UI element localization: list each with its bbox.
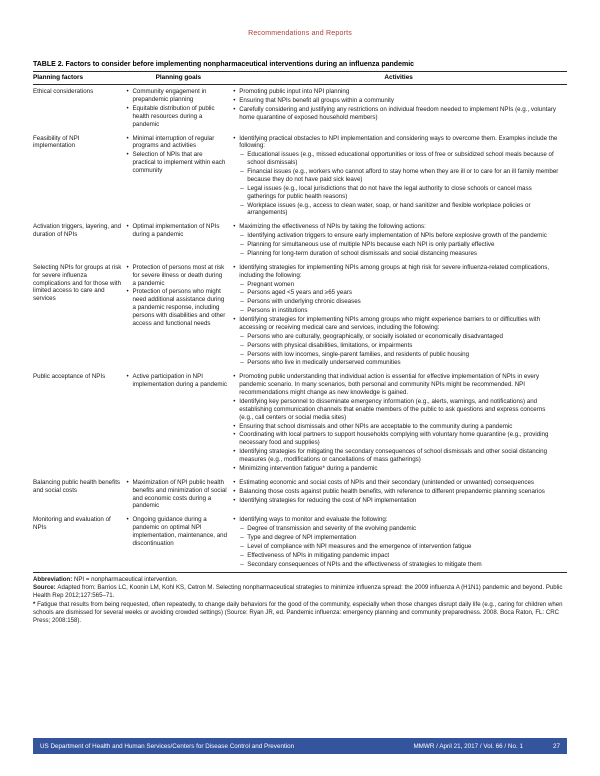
activity-item (233, 97, 561, 105)
bullet-marker: • (233, 422, 236, 430)
bullet-marker: • (126, 288, 129, 296)
activity-subitem-text: Financial issues (e.g., workers who cannot afford to stay home when they are ill or to care for an ill family member because they do not have paid sick leave) (247, 168, 559, 183)
goal-item (126, 151, 227, 175)
planning-goals-cell (126, 261, 233, 371)
activity-subitem-text: Persons who are culturally, geographically, or socially isolated or economically disadvantaged (247, 332, 503, 340)
activity-subitem (240, 552, 561, 560)
bullet-marker: • (233, 478, 236, 486)
activity-subitem (240, 333, 561, 341)
activity-subitem (240, 202, 561, 218)
activity-item (233, 423, 561, 431)
activity-item-text: Identifying key personnel to disseminate emergency information (e.g., alerts, warnings, and notifications) and establishing communication channels that enable members of the public to ask questions and express concerns (e.g., call centers or social media sites) (239, 397, 546, 421)
planning-goals-cell (126, 513, 233, 572)
goal-item (126, 88, 227, 104)
planning-goals-cell (126, 370, 233, 476)
dash-marker: – (240, 168, 244, 175)
activity-subitem (240, 241, 561, 249)
dash-marker: – (240, 341, 244, 349)
npi-table (33, 71, 567, 573)
dash-marker: – (240, 560, 244, 568)
activity-item (233, 516, 561, 524)
activity-item-text: Ensuring that school dismissals and other NPIs are acceptable to the community during a pandemic (239, 422, 513, 430)
footer-bar (33, 738, 567, 754)
goal-item-text: Ongoing guidance during a pandemic on optimal NPI implementation, maintenance, and discontinuation (132, 516, 228, 547)
activity-subitem (240, 232, 561, 240)
activities-cell (233, 370, 567, 476)
dash-marker: – (240, 280, 244, 288)
table-row (33, 370, 567, 476)
goal-item-text: Protection of persons who might need additional assistance during a pandemic response, including persons with disabilities and other access and functional needs (132, 288, 226, 327)
activity-item (233, 223, 561, 231)
activity-subitem-text: Persons with physical disabilities, limitations, or impairments (247, 341, 413, 349)
goal-item-text: Optimal implementation of NPIs during a pandemic (132, 223, 220, 239)
footnotes (33, 576, 567, 626)
activity-item (233, 373, 561, 397)
activities-cell (233, 85, 567, 132)
planning-goals-cell (126, 476, 233, 514)
activity-subitem-text: Educational issues (e.g., missed educational opportunities or loss of free or subsidized school meals because of school dismissals) (247, 151, 554, 167)
activities-cell (233, 513, 567, 572)
activity-subitem (240, 307, 561, 315)
activity-subitem (240, 298, 561, 306)
activity-item-text: Minimizing intervention fatigue* during a pandemic (239, 464, 378, 472)
goal-item (126, 516, 227, 548)
activity-item (233, 316, 561, 332)
dash-marker: – (240, 232, 244, 240)
activity-item (233, 264, 561, 280)
activity-subitem (240, 151, 561, 167)
col-header-planning-factors: Planning factors (33, 72, 126, 85)
activity-subitem-text: Identifying activation triggers to ensure early implementation of NPIs before explosive growth of the pandemic (247, 232, 547, 240)
dash-marker: – (240, 525, 244, 533)
bullet-marker: • (233, 487, 236, 495)
planning-factor-cell: Feasibility of NPI implementation (33, 134, 80, 150)
bullet-marker: • (126, 88, 129, 96)
activity-subitem (240, 359, 561, 367)
bullet-marker: • (233, 431, 236, 439)
col-header-activities: Activities (233, 72, 567, 85)
goal-item-text: Selection of NPIs that are practical to implement within each community (132, 151, 226, 174)
bullet-marker: • (233, 223, 236, 231)
goal-item-text: Active participation in NPI implementation during a pandemic (132, 373, 228, 389)
planning-goals-cell (126, 220, 233, 261)
table-row (33, 220, 567, 261)
activity-item (233, 135, 561, 151)
planning-factor-cell: Ethical considerations (33, 88, 94, 96)
dash-marker: – (240, 249, 244, 257)
activity-subitem (240, 289, 561, 297)
activities-cell (233, 220, 567, 261)
activity-subitem-text: Secondary consequences of NPIs and the effectiveness of strategies to mitigate them (247, 560, 482, 568)
dash-marker: – (240, 350, 244, 358)
activity-item (233, 488, 561, 496)
activities-cell (233, 132, 567, 221)
planning-factor-cell: Monitoring and evaluation of NPIs (33, 516, 111, 532)
activity-item-text: Carefully considering and justifying any restrictions on individual freedom needed to implement NPIs (e.g., voluntary home quarantine of exposed household members) (239, 105, 556, 121)
activity-item-text: Identifying practical obstacles to NPI implementation and considering ways to overcome them. Examples include the following: (239, 134, 558, 150)
planning-factor-cell: Selecting NPIs for groups at risk for severe influenza complications and for those with limited access to care and services (33, 263, 122, 303)
activity-subitem-text: Persons with underlying chronic diseases (247, 298, 361, 306)
activity-subitem-text: Workplace issues (e.g., access to clean water, soap, or hand sanitizer and flexible workplace policies or arrangements) (247, 201, 531, 217)
running-head: Recommendations and Reports (248, 30, 352, 37)
activity-item (233, 88, 561, 96)
activity-subitem-text: Type and degree of NPI implementation (247, 534, 357, 541)
bullet-marker: • (126, 478, 129, 486)
table-body (33, 85, 567, 572)
footnote-label: Source: (33, 584, 58, 592)
dash-marker: – (240, 332, 244, 340)
activity-subitem-text: Planning for long-term duration of school dismissals and social distancing measures (247, 249, 477, 257)
bullet-marker: • (126, 134, 129, 142)
activity-subitem (240, 525, 561, 533)
table-row (33, 261, 567, 371)
activity-item (233, 431, 561, 447)
activity-item (233, 448, 561, 464)
bullet-marker: • (233, 373, 236, 381)
activity-item-text: Estimating economic and social costs of NPIs and their secondary (unintended or unwanted) consequences (239, 478, 534, 486)
dash-marker: – (240, 307, 244, 315)
goal-item-text: Protection of persons most at risk for severe illness or death during a pandemic (132, 263, 225, 287)
planning-factor-cell: Activation triggers, layering, and duration of NPIs (33, 223, 122, 239)
footnote-text: Fatigue that results from being requested, often repeatedly, to change daily behaviors for the good of the community, especially when those changes disrupt daily life (e.g., caring for children when schools are dismissed for several weeks or avoiding crowded settings) (Source: Ryan JR, ed. Pandemic influenza: emergency planning and community preparedness. 2008. Boca Raton, FL: CRC Press; 2008:158). (33, 601, 563, 625)
dash-marker: – (240, 201, 244, 209)
footnote-text: Adapted from: Barrios LC, Koonin LM, Kohl KS, Cetron M. Selecting nonpharmaceutical strategies to minimize influenza spread: the 2009 influenza A (H1N1) pandemic and beyond. Public Health Rep 2012;127:565–71. (33, 584, 563, 600)
activities-cell (233, 476, 567, 514)
activity-item (233, 497, 561, 505)
dash-marker: – (240, 542, 244, 550)
dash-marker: – (240, 289, 244, 297)
bullet-marker: • (233, 464, 236, 472)
activity-subitem (240, 250, 561, 258)
footnote-label: Abbreviation: (33, 575, 74, 583)
bullet-marker: • (233, 496, 236, 504)
goal-item (126, 264, 227, 288)
table-row (33, 513, 567, 572)
planning-factor-cell: Balancing public health benefits and social costs (33, 478, 121, 494)
dash-marker: – (240, 151, 244, 159)
footer-page-number: 27 (552, 742, 560, 750)
activity-item-text: Identifying ways to monitor and evaluate the following: (239, 516, 388, 524)
bullet-marker: • (233, 263, 236, 271)
goal-item (126, 223, 227, 239)
bullet-marker: • (126, 223, 129, 231)
col-header-planning-goals: Planning goals (126, 72, 233, 85)
goal-item (126, 373, 227, 389)
goal-item (126, 105, 227, 129)
footnote (33, 584, 567, 600)
activity-subitem-text: Level of compliance with NPI measures and the emergence of intervention fatigue (247, 542, 472, 550)
table-header-row (33, 72, 567, 85)
planning-goals-cell (126, 85, 233, 132)
activity-item-text: Balancing those costs against public health benefits, with reference to different prepandemic planning scenarios (239, 487, 545, 495)
activity-subitem (240, 534, 561, 542)
activity-subitem (240, 168, 561, 184)
activity-subitem (240, 351, 561, 359)
activity-subitem (240, 185, 561, 201)
dash-marker: – (240, 359, 244, 367)
activity-subitem-text: Legal issues (e.g., local jurisdictions that do not have the legal authority to close schools or cancel mass gatherings for public health reasons) (247, 184, 532, 200)
activity-item (233, 398, 561, 422)
activity-item-text: Promoting public input into NPI planning (239, 88, 350, 96)
footnote (33, 576, 567, 584)
dash-marker: – (240, 534, 244, 541)
goal-item-text: Maximization of NPI public health benefits and minimization of social and economic costs during a pandemic (132, 478, 227, 510)
planning-factor-cell: Public acceptance of NPIs (33, 373, 106, 381)
bullet-marker: • (233, 397, 236, 405)
activity-subitem-text: Pregnant women (247, 280, 295, 288)
activity-subitem-text: Degree of transmission and severity of the evolving pandemic (247, 525, 417, 533)
footnote-label: * (33, 601, 38, 609)
goal-item-text: Community engagement in prepandemic planning (132, 88, 207, 103)
activity-subitem-text: Persons with low incomes, single-parent families, and residents of public housing (247, 350, 470, 358)
activity-subitem (240, 281, 561, 289)
bullet-marker: • (126, 151, 129, 159)
dash-marker: – (240, 551, 244, 559)
dash-marker: – (240, 298, 244, 306)
bullet-marker: • (233, 105, 236, 113)
goal-item-text: Equitable distribution of public health resources during a pandemic (132, 104, 215, 128)
footnote-text: NPI = nonpharmaceutical intervention. (73, 575, 178, 583)
bullet-marker: • (126, 373, 129, 381)
goal-item-text: Minimal interruption of regular programs and activities (132, 134, 215, 150)
activity-subitem-text: Persons in institutions (247, 307, 308, 315)
goal-item (126, 288, 227, 327)
bullet-marker: • (233, 134, 236, 142)
activity-item-text: Identifying strategies for implementing NPIs among groups at high risk for severe influenza-related complications, including the following: (239, 263, 550, 279)
table-row (33, 85, 567, 132)
activities-cell (233, 261, 567, 371)
bullet-marker: • (233, 88, 236, 96)
bullet-marker: • (126, 263, 129, 271)
table-row (33, 132, 567, 221)
activity-subitem-text: Persons aged <5 years and ≥65 years (247, 289, 352, 297)
bullet-marker: • (126, 516, 129, 524)
activity-subitem (240, 561, 561, 569)
activity-item-text: Identifying strategies for mitigating the secondary consequences of school dismissals and other social distancing measures (e.g., modifications or cancellations of mass gatherings) (239, 448, 548, 463)
footnote (33, 601, 567, 625)
table-row (33, 476, 567, 514)
activity-subitem-text: Persons who live in medically underserved communities (247, 359, 401, 367)
table-title: TABLE 2. Factors to consider before implementing nonpharmaceutical interventions during an influenza pandemic (33, 61, 415, 68)
activity-item-text: Maximizing the effectiveness of NPIs by taking the following actions: (239, 223, 426, 231)
bullet-marker: • (126, 104, 129, 112)
page-content (0, 30, 600, 625)
activity-item (233, 106, 561, 122)
activity-item-text: Ensuring that NPIs benefit all groups within a community (239, 97, 394, 104)
activity-subitem-text: Effectiveness of NPIs in mitigating pandemic impact (247, 551, 390, 559)
bullet-marker: • (233, 448, 236, 456)
footer-journal-info: MMWR / April 21, 2017 / Vol. 66 / No. 1 (413, 742, 523, 750)
goal-item (126, 479, 227, 511)
activity-subitem (240, 342, 561, 350)
dash-marker: – (240, 241, 244, 248)
activity-item-text: Identifying strategies for reducing the cost of NPI implementation (239, 496, 417, 504)
bullet-marker: • (233, 516, 236, 524)
activity-subitem (240, 543, 561, 551)
bullet-marker: • (233, 316, 236, 323)
activity-item (233, 465, 561, 473)
bullet-marker: • (233, 97, 236, 104)
activity-item-text: Promoting public understanding that individual action is essential for effective implementation of NPIs in every pandemic scenario. In many scenarios, both personal and community NPIs might be recommended. NPI recommendations might change as new knowledge is gained. (239, 373, 540, 396)
activity-subitem-text: Planning for simultaneous use of multiple NPIs because each NPI is only partially effective (247, 241, 495, 248)
footer-publisher: US Department of Health and Human Services/Centers for Disease Control and Prevention (40, 742, 295, 750)
activity-item-text: Identifying strategies for implementing NPIs among groups who might experience barriers to or difficulties with accessing or receiving medical care and services, including the following: (239, 316, 541, 331)
activity-item (233, 479, 561, 487)
activity-item-text: Coordinating with local partners to support households complying with voluntary home quarantine (e.g., providing necessary food and supplies) (239, 431, 549, 447)
dash-marker: – (240, 184, 244, 192)
planning-goals-cell (126, 132, 233, 221)
goal-item (126, 135, 227, 151)
